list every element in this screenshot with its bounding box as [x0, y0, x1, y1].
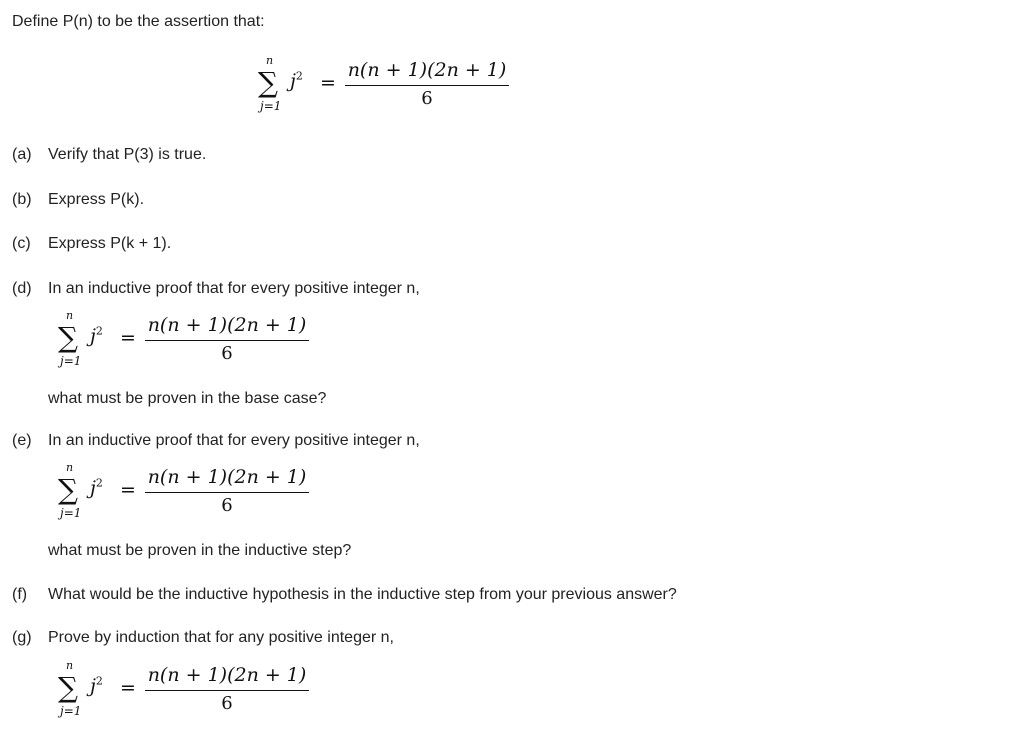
- part-b-label: (b): [12, 191, 32, 208]
- sigma-symbol: ∑: [58, 321, 78, 354]
- intro-text: Define P(n) to be the assertion that:: [12, 13, 265, 30]
- sum-term: [90, 324, 103, 348]
- term-base: j: [90, 325, 96, 347]
- part-e-formula: [58, 462, 318, 532]
- part-g-label: (g): [12, 629, 32, 646]
- equals-sign: =: [120, 327, 136, 349]
- equals-sign: =: [320, 72, 336, 94]
- part-d-text: In an inductive proof that for every positive integer n,: [48, 280, 420, 297]
- sum-upper-limit: n: [66, 659, 74, 672]
- sum-upper-limit: n: [66, 461, 74, 474]
- part-d-formula: [58, 310, 318, 380]
- numerator: n(n + 1)(2n + 1): [147, 314, 307, 336]
- numerator: n(n + 1)(2n + 1): [147, 466, 307, 488]
- fraction-bar: [145, 492, 309, 493]
- part-c-text: Express P(k + 1).: [48, 235, 172, 252]
- term-base: j: [90, 675, 96, 697]
- fraction-bar: [145, 690, 309, 691]
- sum-lower-limit: j=1: [60, 704, 82, 718]
- sum-term: [90, 674, 103, 698]
- sum-term: [290, 69, 303, 93]
- sigma-symbol: ∑: [58, 671, 78, 704]
- denominator: 6: [221, 693, 233, 714]
- part-e-label: (e): [12, 432, 32, 449]
- part-g-text: Prove by induction that for any positive integer n,: [48, 629, 394, 646]
- sigma-symbol: ∑: [258, 66, 278, 99]
- part-d-label: (d): [12, 280, 32, 297]
- main-formula: [258, 55, 518, 125]
- sigma-symbol: ∑: [58, 473, 78, 506]
- sum-lower-limit: j=1: [60, 506, 82, 520]
- equals-sign: =: [120, 479, 136, 501]
- term-base: j: [90, 477, 96, 499]
- term-exponent: 2: [95, 324, 103, 338]
- sum-lower-limit: j=1: [260, 99, 282, 113]
- part-b-text: Express P(k).: [48, 191, 145, 208]
- sum-lower-limit: j=1: [60, 354, 82, 368]
- part-e-followup: what must be proven in the inductive step?: [48, 542, 352, 559]
- part-a-label: (a): [12, 146, 32, 163]
- term-exponent: 2: [295, 69, 303, 83]
- sum-upper-limit: n: [66, 309, 74, 322]
- part-a-text: Verify that P(3) is true.: [48, 146, 207, 163]
- part-c-label: (c): [12, 235, 31, 252]
- equals-sign: =: [120, 677, 136, 699]
- denominator: 6: [421, 88, 433, 109]
- term-exponent: 2: [95, 674, 103, 688]
- part-g-formula: [58, 660, 318, 730]
- fraction-bar: [345, 85, 509, 86]
- sum-upper-limit: n: [266, 54, 274, 67]
- sum-term: [90, 476, 103, 500]
- term-exponent: 2: [95, 476, 103, 490]
- part-f-text: What would be the inductive hypothesis in the inductive step from your previous answer?: [48, 586, 677, 603]
- fraction-bar: [145, 340, 309, 341]
- part-f-label: (f): [12, 586, 28, 603]
- denominator: 6: [221, 343, 233, 364]
- part-d-followup: what must be proven in the base case?: [48, 390, 327, 407]
- term-base: j: [290, 70, 296, 92]
- numerator: n(n + 1)(2n + 1): [347, 59, 507, 81]
- part-e-text: In an inductive proof that for every positive integer n,: [48, 432, 420, 449]
- denominator: 6: [221, 495, 233, 516]
- numerator: n(n + 1)(2n + 1): [147, 664, 307, 686]
